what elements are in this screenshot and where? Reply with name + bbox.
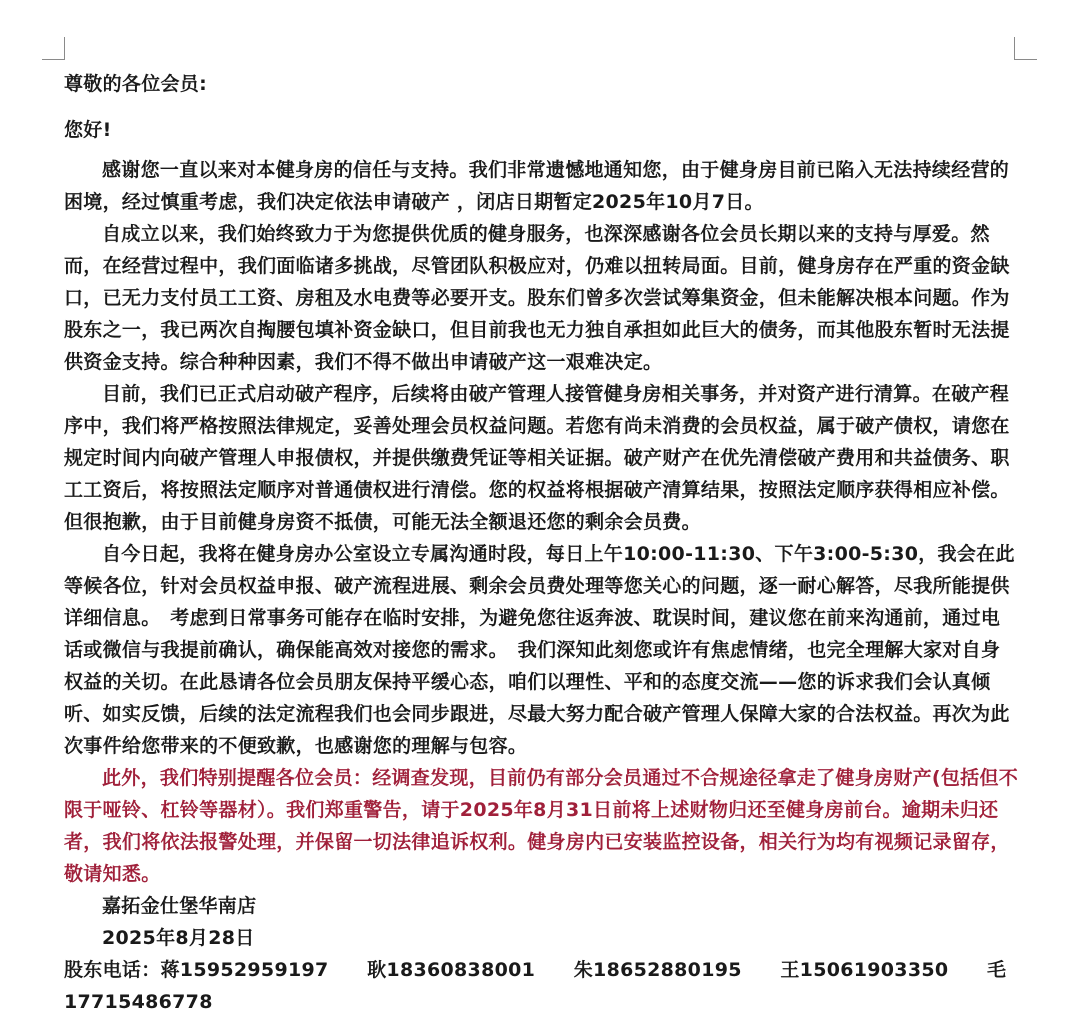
salutation: 尊敬的各位会员: [64, 73, 207, 95]
paragraph-thanks: 感谢您一直以来对本健身房的信任与支持。我们非常遗憾地通知您，由于健身房目前已陷入无法持续经营的困境，经过慎重考虑，我们决定依法申请破产 ，闭店日期暂定2025年10月7日。 [64, 159, 1010, 213]
letter-body [64, 68, 1019, 1018]
letter-date: 2025年8月28日 [102, 927, 255, 949]
paragraph-communication-hours: 自今日起，我将在健身房办公室设立专属沟通时段，每日上午10:00-11:30、下午3:00-5:30，我会在此等候各位，针对会员权益申报、破产流程进展、剩余会员费处理等您关心的问题，逐一耐心解答，尽我所能提供详细信息。 考虑到日常事务可能存在临时安排，为避免您往返奔波、耽误时间，建议您在前来沟通前，通过电话或微信与我提前确认，确保能高效对接您的需求。 我们深知此刻您或许有焦虑情绪，也完全理解大家对自身权益的关切。在此恳请各位会员朋友保持平缓心态，咱们以理性、平和的态度交流——您的诉求我们会认真倾听、如实反馈，后续的法定流程我们也会同步跟进，尽最大努力配合破产管理人保障大家的合法权益。再次为此次事件给您带来的不便致歉，也感谢您的理解与包容。 [64, 543, 1015, 757]
warning-paragraph: 此外，我们特别提醒各位会员：经调查发现，目前仍有部分会员通过不合规途径拿走了健身房财产(包括但不限于哑铃、杠铃等器材）。我们郑重警告，请于2025年8月31日前将上述财物归还至健身房前台。逾期未归还者，我们将依法报警处理，并保留一切法律追诉权利。健身房内已安装监控设备，相关行为均有视频记录留存，敬请知悉。 [64, 767, 1019, 885]
page-corner-mark-top-left [42, 37, 65, 60]
paragraph-bankruptcy-procedure: 目前，我们已正式启动破产程序，后续将由破产管理人接管健身房相关事务，并对资产进行清算。在破产程序中，我们将严格按照法律规定，妥善处理会员权益问题。若您有尚未消费的会员权益，属于破产债权，请您在规定时间内向破产管理人申报债权，并提供缴费凭证等相关证据。破产财产在优先清偿破产费用和共益债务、职工工资后，将按照法定顺序对普通债权进行清偿。您的权益将根据破产清算结果，按照法定顺序获得相应补偿。但很抱歉，由于目前健身房资不抵债，可能无法全额退还您的剩余会员费。 [64, 383, 1010, 533]
paragraph-background: 自成立以来，我们始终致力于为您提供优质的健身服务，也深深感谢各位会员长期以来的支持与厚爱。然而，在经营过程中，我们面临诸多挑战，尽管团队积极应对，仍难以扭转局面。目前，健身房存在严重的资金缺口，已无力支付员工工资、房租及水电费等必要开支。股东们曾多次尝试筹集资金，但未能解决根本问题。作为股东之一，我已两次自掏腰包填补资金缺口，但目前我也无力独自承担如此巨大的债务，而其他股东暂时无法提供资金支持。综合种种因素，我们不得不做出申请破产这一艰难决定。 [64, 223, 1010, 373]
greeting: 您好! [64, 119, 112, 141]
shareholder-phones: 股东电话：蒋15952959197 耿18360838001 朱18652880195 王15061903350 毛17715486778 [64, 959, 1007, 1013]
page-corner-mark-top-right [1014, 37, 1037, 60]
signature: 嘉拓金仕堡华南店 [102, 895, 257, 917]
